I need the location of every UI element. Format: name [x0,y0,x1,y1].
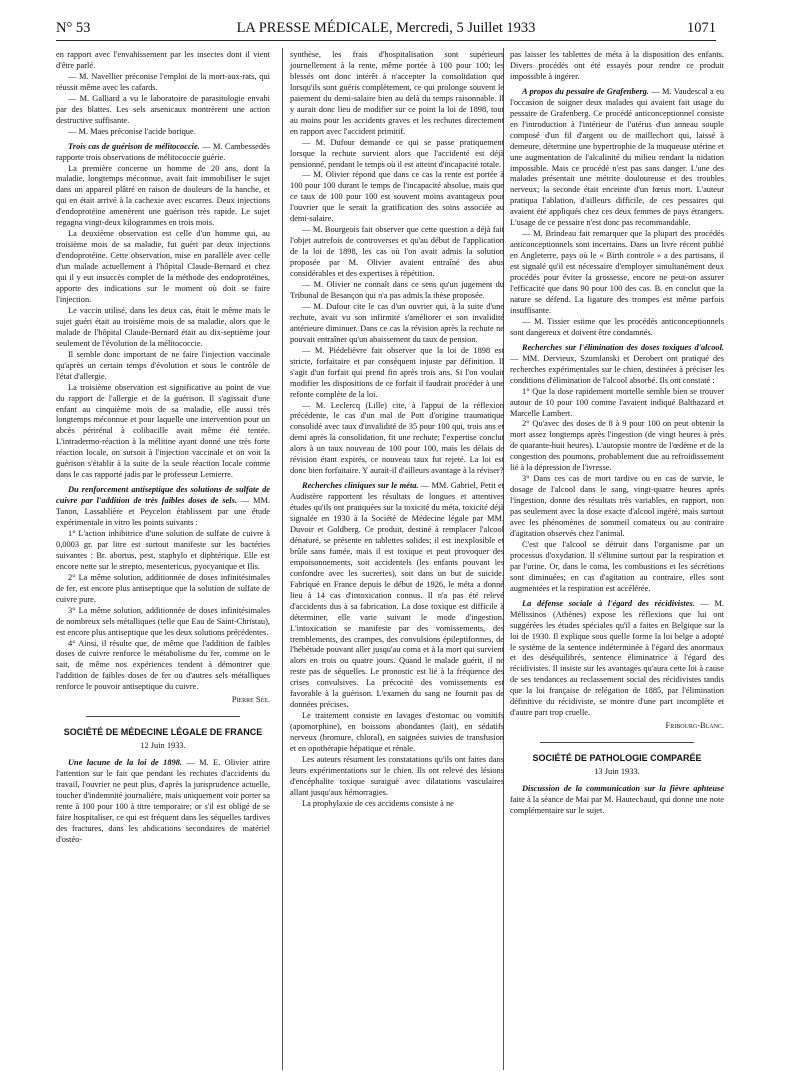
article-lead: — MM. Gabriel, Petit et Audistère rapportent les résultats de longues et attentives études qu'ils ont pratiquées sur la toxicité du méta, toxicité déjà signalée en 1930 à la Société de Médecine légale par MM. Duvoir et Goldberg. Ce produit, destiné à remplacer l'alcool dénaturé, se présente en tablettes solides; il est inexplosible et brûle sans fumée, mais il est toxique et peut provoquer des empoisonnements, soit accidentels (les enfants pouvant les confondre avec les sucreries), soit dans un but de suicide. Fabriqué en France depuis le début de 1926, le méta a donné lieu à 14 cas d'intoxication connus. Il n'a pas été relevé d'accidents dus à sa fabrication. La dose toxique est difficile à déterminer, elle varie suivant le mode d'ingestion. L'intoxication se manifeste par des vomissements, des tremblements, des crampes, des convulsions épileptiformes, de l'hébétude pouvant aller jusqu'au coma et à la mort qui survient alors en trois ou quatre jours. Quand le malade guérit, il ne reste pas de séquelles. Le pronostic est lié à la fréquence des crises convulsives. La précocité des vomissements est favorable à la guérison. L'examen du sang ne fournit pas de données précises. [290,481,504,710]
journal-title: LA PRESSE MÉDICALE, Mercredi, 5 Juillet 1933 [236,20,536,36]
article [510,343,724,387]
paragraph: — M. Maes préconise l'acide borique. [68,126,196,136]
section-date: 12 Juin 1933. [140,741,186,751]
paragraph: Il semble donc important de ne faire l'injection vaccinale qu'après un certain temps d'évolution et sous le contrôle de l'état d'allergie. [56,349,270,381]
author-signature: Pierre Sée. [231,695,270,705]
paragraph: pas laisser les tablettes de méta à la disposition des enfants. Divers procédés ont été essayés pour rendre ce produit impossible à ingérer. [510,50,724,81]
column-2 [290,50,504,810]
paragraph: La première concerne un homme de 20 ans, dont la maladie, longtemps méconnue, avait fait immobiliser le sujet dans un appareil plâtré en raison de douleurs de la hanche, et qui en était arrivé à la cachexie avec escarres. Deux injections d'endoprotéine amenèrent une guérison très rapide. Le sujet regagna vingt-deux kilogrammes en trois mois. [56,163,270,228]
column-3 [510,50,724,817]
section-rule [540,742,694,743]
article-heading: Recherches sur l'élimination des doses toxiques d'alcool. [522,342,724,352]
paragraph: — M. Navellier préconise l'emploi de la mort-aux-rats, qui réussit même avec les cafards. [56,71,270,92]
article-lead: — M. Vaudescal a eu l'occasion de soigner deux malades qui avaient fait usage du pessaire de Grafenberg. Ce procédé anticonceptionnel consiste en l'introduction à l'intérieur de l'utérus d'un anneau souple composé d'un fil d'argent ou de maillechort qui, laissé à demeure, détermine une hypertrophie de la muqueuse utérine et une augmentation de l'alcalinité du milieu rendant la nidation impossible. Mais ce procédé n'est pas sans danger. L'une des malades présentait une métrite douloureuse et des troubles nerveux; la seconde était enceinte d'un fœtus mort. L'auteur pratiqua l'ablation, d'ailleurs difficile, de ces pessaires qui avaient été appliqués chez ces deux femmes de pays étrangers. L'usage de ce pessaire n'est donc pas recommandable. [510,86,724,228]
paragraph: 3° La même solution, additionnée de doses infinitésimales de nombreux sels métalliques (telle que Eau de Saint-Christau), est encore plus antiseptique que les deux solutions précédentes. [56,605,270,637]
paragraph: — M. Dufour demande ce qui se passe pratiquement lorsque la rechute survient alors que l'accidenté est déjà pensionné, pendant le temps où il est atteint d'incapacité totale. [290,137,504,169]
paragraph: C'est que l'alcool se détruit dans l'organisme par un processus d'oxydation. Il s'élimine surtout par la respiration et par l'urine. Or, dans le coma, les combustions et les sécrétions sont diminuées; en cas d'agitation au contraire, elles sont augmentées et la respiration est accélérée. [510,539,724,593]
column-divider [282,48,283,1070]
paragraph: La prophylaxie de ces accidents consiste à ne [302,798,454,808]
article-lead: — MM. Tanon, Lassablière et Peycelon établissent par une étude expérimentale in vitro les points suivants : [56,496,270,528]
paragraph: 2° Qu'avec des doses de 8 à 9 pour 100 on peut obtenir la mort assez longtemps après l'ingestion (de vingt heures à près de quarante-huit heures). L'autopsie montre de l'œdème et de la congestion des poumons, probablement due au refroidissement lié à la dépression de l'ivresse. [510,419,724,473]
article-heading: A propos du pessaire de Grafenberg. [522,86,649,96]
article [56,142,270,164]
author-signature: Fribourg-Blanc. [665,721,724,731]
page-header [56,18,716,41]
article-heading: Du renforcement antiseptique des solutions de sulfate de cuivre par l'addition de très faibles doses de sels. [56,485,270,506]
paragraph: 1° Que la dose rapidement mortelle semble bien se trouver autour de 10 pour 100 comme l'avaient indiqué Balthazard et Marcelle Lambert. [510,386,724,418]
article [510,599,724,719]
paragraph: en rapport avec l'envahissement par les insectes dont il vient d'être parlé. [56,50,270,70]
paragraph: — M. Dufour cite le cas d'un ouvrier qui, à la suite d'une rechute, avait vu son infirmité s'améliorer et son invalidité antérieure diminuer. Dans ce cas la révision après la rechute ne pouvait entraîner qu'un abaissement du taux de pension. [290,301,504,344]
section-date: 13 Juin 1933. [594,767,640,777]
paragraph: Le traitement consiste en lavages d'estomac ou vomitifs (apomorphine), en boissons abondantes (lait), en sédatifs nerveux (bromure, chloral), en saignées suivies de transfusion et en opothérapie hépatique et rénale. [290,711,504,754]
paragraph: — M. Leclercq (Lille) cite, à l'appui de la réflexion précédente, le cas d'un mal de Pott d'origine traumatique consolidé avec taux d'invalidité de 35 pour 100 qui, trois ans et demi après la consolidation, fit une rechute; l'expertise conclut alors à un taux nouveau de 100 pour 100, mais les délais de révision étant expirés, ce nouveau taux fut rejeté. La loi est donc bien forfaitaire. Y aurait-il d'ailleurs avantage à la réviser? [290,400,504,476]
paragraph: Le vaccin utilisé, dans les deux cas, était le même mais le sujet guéri était au troisième mois de sa maladie, alors que le malade de l'hôpital Claude-Bernard était au dix-septième jour seulement de l'évolution de la mélitococcie. [56,305,270,348]
article [510,784,724,817]
paragraph: La troisième observation est significative au point de vue du rapport de l'allergie et de la guérison. Il s'agissait d'une enfant au cinquième mois de sa maladie, elle aussi très longtemps méconnue et pour laquelle une intervention pour un abcès périrénal à colibacille avait même été tentée. L'intradermo-réaction à la mélitine ayant donné une très forte réaction locale, on sursoit à l'injection vaccinale et on voit la guérison s'établir à la suite de la seule réaction locale comme dans le cas rapporté jadis par le professeur Lemierre. [56,382,270,480]
paragraph: — M. Piédelièvre fait observer que la loi de 1898 est stricte, forfaitaire et par conséquent injuste par définition. Il s'agit d'un forfait qui prend fin après trois ans. Si l'on voulait modifier les dispositions de ce forfait il faudrait procéder à une refonte complète de la loi. [290,345,504,399]
paragraph: Les auteurs résument les constatations qu'ils ont faites dans leurs expérimentations sur le chien. Ils ont relevé des lésions d'encéphalite toxique suraiguë avec dilatations vasculaires allant jusqu'aux hémorragies. [290,755,504,797]
article [56,485,270,529]
article [510,87,724,229]
article [290,481,504,711]
page-number: 1071 [687,20,716,36]
article-lead: — M. E. Olivier attire l'attention sur le fait que pendant les rechutes d'accidents du travail, l'ouvrier ne peut plus, d'après la jurisprudence actuelle, toucher d'indemnité journalière, mais uniquement voir porter sa rente à 100 pour 100 à titre temporaire; or s'il est obligé de se faire hospitaliser, ce qui est fréquent dans les séquelles tardives des fractures, dans les abdications secondaires de matériel d'ostéo- [56,758,270,844]
article [56,758,270,846]
article-heading: La défense sociale à l'égard des récidivistes. [522,598,695,608]
paragraph: — M. Olivier ne connaît dans ce sens qu'un jugement du Tribunal de Besançon qui n'a pas admis la thèse proposée. [290,280,504,300]
paragraph: La deuxième observation est celle d'un homme qui, au troisième mois de sa maladie, fut guéri par deux injections d'endoprotéine. Cette observation, mise en parallèle avec celle d'un malade actuellement à l'hôpital Claude-Bernard et chez qui il y eut insuccès complet de la méthode des endoprotéines, apporte des indications sur le moment où doit se faire l'injection. [56,229,270,304]
paragraph: — M. Tissier estime que les procédés anticonceptionnels sont dangereux et doivent être condamnés. [510,316,724,337]
column-1 [56,50,270,846]
article-heading: Recherches cliniques sur le méta. [302,481,419,491]
paragraph: — M. Brindeau fait remarquer que la plupart des procédés anticonceptionnels sont incertains. Dans un livre récent publié en Angleterre, pays où le « Birth controle » a des partisans, il est signalé qu'il est nécessaire d'employer simultanément deux procédés pour éviter la grossesse, encore ne peut-on assurer l'efficacité que dans 90 pour 100 des cas. B. en conclut que la nature se défend. La ligature des trompes est même parfois insuffisante. [510,229,724,315]
paragraph: 1° L'action inhibitrice d'une solution de sulfate de cuivre à 0,0003 gr. par litre est surtout manifeste sur les bactéries suivantes : Br. abortus, pest, staphylo et diphtérique. Elle est encore nette sur le strepto, mesentericus, pyocyanique et Ilis. [56,528,270,571]
section-heading: SOCIÉTÉ DE PATHOLOGIE COMPARÉE [532,753,702,764]
paragraph: — M. Olivier répond que dans ce cas la rente est portée à 100 pour 100 durant le temps de l'incapacité absolue, mais que ce taux de 100 pour 100 est souvent moins avantageux pour l'ouvrier que le serait la gratification des soins associée au demi-salaire. [290,170,504,224]
paragraph: — M. Galliard a vu le laboratoire de parasitologie envahi par des blattes. Les sels arsenicaux montrèrent une action destructive suffisante. [56,93,270,125]
paragraph: 4° Ainsi, il résulte que, de même que l'addition de faibles doses de cuivre renforce le métabolisme du fer, comme on le sait, de même nos expériences tendent à démontrer que l'addition de faibles doses de fer ou d'autres sels métalliques renforce le pouvoir antiseptique du cuivre. [56,638,270,692]
paragraph: — M. Bourgeois fait observer que cette question a déjà fait l'objet autrefois de controverses et qu'au début de l'application de la loi de 1898, les cas où l'on avait admis la solution proposée par M. Olivier avaient entraîné des abus considérables et des expertises à répétition. [290,225,504,279]
article-lead: — M. Cambessedès rapporte trois observations de mélitococcie guérie. [56,141,270,162]
section-rule [86,716,240,717]
paragraph: synthèse, les frais d'hospitalisation sont supérieurs journellement à la rente, même portée à 100 pour 100; les blessés ont donc intérêt à n'accepter la consolidation que lorsqu'ils sont guéris complètement, ce qui prolonge souvent le paiement du demi-salaire bien au delà du temps raisonnable. Il y aurait donc lieu de modifier sur ce point la loi de 1898, tout au moins pour les accidents graves et les rechutes directement en rapport avec l'accident primitif. [290,50,504,136]
section-heading: SOCIÉTÉ DE MÉDECINE LÉGALE DE FRANCE [63,727,263,738]
article-lead: — MM. Dervieux, Szumlanski et Derobert ont pratiqué des recherches expérimentales sur le chien, destinées à préciser les conditions d'élimination de l'alcool absorbé. Ils ont constaté : [510,353,724,385]
article-lead: — M. Mélissinos (Athènes) expose les réflexions que lui ont suggérées les études spéciales qu'il a faites en Belgique sur la loi de 1930. Il explique sous quelle forme la loi belge a adopté le système de la sentence indéterminée à l'égard des anormaux et des déséquilibrés, sentence éliminatrice à l'égard des récidivistes. Il insiste sur les avantages qu'aura cette loi à cause de ses tendances au reclassement social des récidivistes tandis que la loi française de relégation de 1885, par l'élimination définitive du récidiviste, se montre d'une part incomplète et d'autre part trop cruelle. [510,598,724,718]
issue-number: N° 53 [56,20,91,36]
paragraph: 2° La même solution, additionnée de doses infinitésimales de fer, est encore plus antiseptique que la solution de sulfate de cuivre pure. [56,572,270,604]
article-heading: Discussion de la communication sur la fièvre aphteuse [522,784,724,794]
article-lead: faite à la séance de Mai par M. Hautechaud, qui donne une note complémentaire sur le sujet. [510,795,724,815]
article-heading: Trois cas de guérison de mélitococcie. [68,141,200,151]
paragraph: 3° Dans ces cas de mort tardive ou en cas de survie, le dosage de l'alcool dans le sang, vingt-quatre heures après l'ingestion, donne des résultats très variables, en rapport, non pas seulement avec la dose exacte d'alcool ingéré, mais surtout avec les phénomènes de sommeil comateux ou au contraire d'agitation observés chez l'animal. [510,474,724,538]
article-heading: Une lacune de la loi de 1898. [68,758,183,768]
